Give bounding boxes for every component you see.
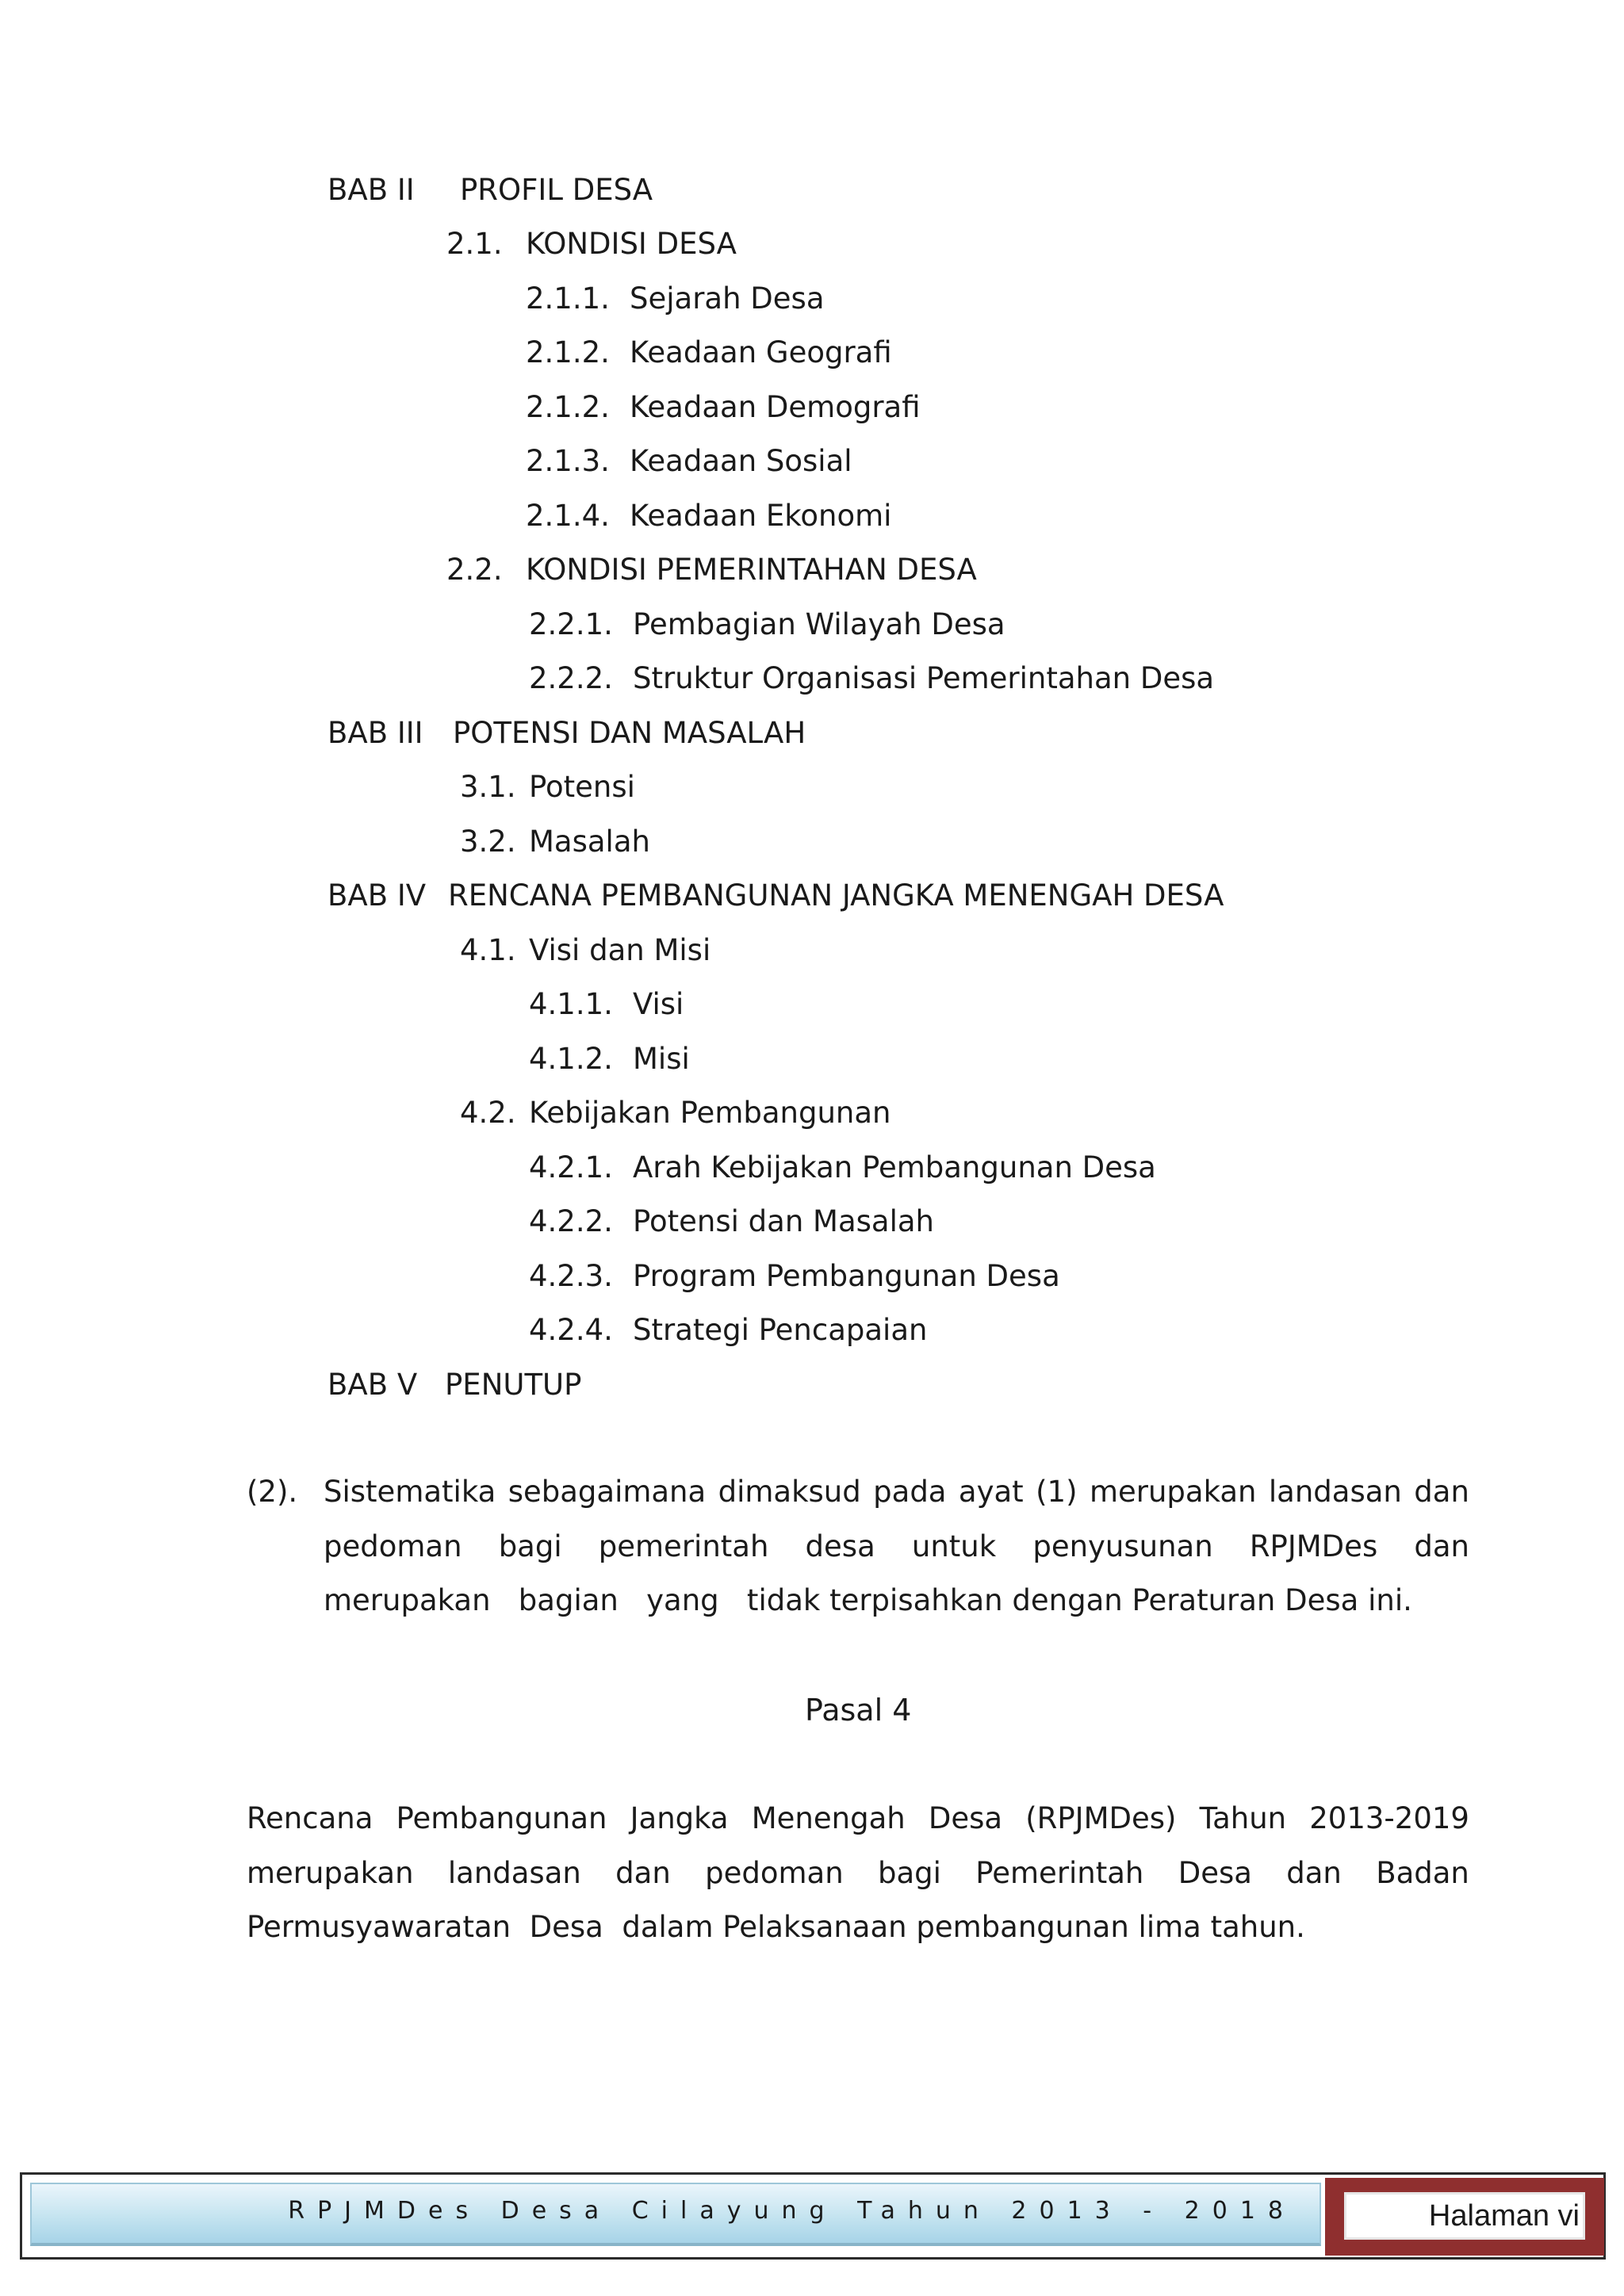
ayat-2-word: penyusunan bbox=[1032, 1529, 1213, 1563]
toc-entry-title: Struktur Organisasi Pemerintahan Desa bbox=[633, 661, 1215, 695]
pasal-4-word: Menengah bbox=[751, 1801, 906, 1835]
toc-bab-4-title: RENCANA PEMBANGUNAN JANGKA MENENGAH DESA bbox=[448, 878, 1224, 913]
ayat-2-word: pemerintah bbox=[598, 1529, 769, 1563]
pasal-4-word: Pembangunan bbox=[396, 1801, 607, 1835]
ayat-2-word: landasan bbox=[1268, 1475, 1402, 1509]
toc-entry-number: 4.2.1. bbox=[529, 1150, 613, 1184]
toc-entry-title: Keadaan Demografi bbox=[630, 390, 921, 424]
toc-entry-number: 4.1.1. bbox=[529, 987, 613, 1021]
toc-entry-title: Keadaan Geografi bbox=[630, 335, 892, 369]
pasal-4-line-2 bbox=[247, 1856, 1469, 1890]
toc-entry-title: Pembagian Wilayah Desa bbox=[633, 607, 1005, 641]
toc-entry-number: 2.1. bbox=[446, 227, 503, 261]
pasal-4-line-1 bbox=[247, 1801, 1469, 1835]
pasal-4-word: bagi bbox=[877, 1856, 941, 1890]
pasal-4-word: Tahun bbox=[1199, 1801, 1287, 1835]
pasal-4-word: Desa bbox=[928, 1801, 1003, 1835]
pasal-4-word: Jangka bbox=[630, 1801, 729, 1835]
pasal-4-word: Desa bbox=[1178, 1856, 1252, 1890]
ayat-2-word: dan bbox=[1414, 1475, 1469, 1509]
toc-bab-2-title: PROFIL DESA bbox=[460, 173, 653, 207]
ayat-2-word: bagi bbox=[498, 1529, 562, 1563]
toc-entry-number: 4.2.2. bbox=[529, 1204, 613, 1238]
pasal-4-word: 2013-2019 bbox=[1309, 1801, 1469, 1835]
toc-entry-title: Keadaan Ekonomi bbox=[630, 499, 892, 533]
toc-entry-number: 2.2. bbox=[446, 553, 503, 587]
ayat-2-word: pada bbox=[873, 1475, 947, 1509]
ayat-2-word: dan bbox=[1414, 1529, 1469, 1563]
toc-bab-4-label: BAB IV bbox=[327, 878, 427, 913]
toc-entry-number: 3.1. bbox=[460, 770, 516, 804]
pasal-4-line-3: Permusyawaratan Desa dalam Pelaksanaan pembangunan lima tahun. bbox=[247, 1910, 1305, 1944]
toc-entry-title: KONDISI PEMERINTAHAN DESA bbox=[526, 553, 977, 587]
pasal-4-heading: Pasal 4 bbox=[805, 1693, 912, 1728]
ayat-2-line-2 bbox=[324, 1529, 1469, 1563]
toc-entry-title: Program Pembangunan Desa bbox=[633, 1259, 1060, 1293]
ayat-2-word: (1) bbox=[1036, 1475, 1078, 1509]
pasal-4-word: Pemerintah bbox=[975, 1856, 1144, 1890]
ayat-2-word: desa bbox=[805, 1529, 875, 1563]
pasal-4-word: dan bbox=[615, 1856, 671, 1890]
pasal-4-word: (RPJMDes) bbox=[1025, 1801, 1177, 1835]
toc-bab-5-title: PENUTUP bbox=[445, 1368, 582, 1402]
footer-document-title: RPJMDes Desa Cilayung Tahun 2013 - 2018 bbox=[288, 2197, 1296, 2225]
toc-bab-3-title: POTENSI DAN MASALAH bbox=[453, 716, 806, 750]
toc-entry-number: 4.1. bbox=[460, 933, 516, 967]
toc-entry-title: Strategi Pencapaian bbox=[633, 1313, 928, 1347]
toc-entry-number: 2.1.4. bbox=[526, 499, 610, 533]
pasal-4-word: dan bbox=[1286, 1856, 1342, 1890]
ayat-2-word: pedoman bbox=[324, 1529, 462, 1563]
footer-title-band bbox=[30, 2183, 1321, 2246]
toc-entry-title: Sejarah Desa bbox=[630, 281, 825, 316]
toc-entry-title: KONDISI DESA bbox=[526, 227, 737, 261]
ayat-2-word: RPJMDes bbox=[1249, 1529, 1378, 1563]
toc-entry-number: 2.2.2. bbox=[529, 661, 613, 695]
page-number-inner bbox=[1344, 2192, 1585, 2240]
pasal-4-word: Rencana bbox=[247, 1801, 373, 1835]
toc-bab-5-label: BAB V bbox=[327, 1368, 418, 1402]
toc-entry-number: 4.2.3. bbox=[529, 1259, 613, 1293]
toc-entry-number: 4.2. bbox=[460, 1096, 516, 1130]
ayat-marker: (2). bbox=[247, 1475, 298, 1509]
toc-entry-number: 4.1.2. bbox=[529, 1042, 613, 1076]
ayat-2-word: sebagaimana bbox=[508, 1475, 707, 1509]
pasal-4-word: pedoman bbox=[705, 1856, 844, 1890]
toc-entry-title: Potensi bbox=[529, 770, 635, 804]
toc-entry-title: Visi bbox=[633, 987, 684, 1021]
ayat-2-word: merupakan bbox=[1089, 1475, 1257, 1509]
page-number-box bbox=[1325, 2178, 1604, 2256]
toc-entry-title: Kebijakan Pembangunan bbox=[529, 1096, 891, 1130]
toc-entry-title: Visi dan Misi bbox=[529, 933, 711, 967]
toc-entry-title: Misi bbox=[633, 1042, 690, 1076]
toc-entry-title: Potensi dan Masalah bbox=[633, 1204, 934, 1238]
pasal-4-word: Badan bbox=[1376, 1856, 1469, 1890]
toc-entry-number: 2.2.1. bbox=[529, 607, 613, 641]
ayat-2-word: Sistematika bbox=[324, 1475, 496, 1509]
toc-entry-number: 2.1.3. bbox=[526, 444, 610, 478]
toc-entry-title: Arah Kebijakan Pembangunan Desa bbox=[633, 1150, 1156, 1184]
toc-entry-number: 2.1.2. bbox=[526, 390, 610, 424]
toc-entry-number: 4.2.4. bbox=[529, 1313, 613, 1347]
toc-entry-number: 2.1.2. bbox=[526, 335, 610, 369]
page-number-label: Halaman vi bbox=[1428, 2199, 1580, 2233]
toc-entry-number: 3.2. bbox=[460, 825, 516, 859]
page-footer bbox=[20, 2172, 1606, 2260]
ayat-2-word: ayat bbox=[958, 1475, 1024, 1509]
toc-entry-title: Keadaan Sosial bbox=[630, 444, 852, 478]
ayat-2-word: dimaksud bbox=[718, 1475, 861, 1509]
ayat-2-word: untuk bbox=[911, 1529, 997, 1563]
toc-entry-number: 2.1.1. bbox=[526, 281, 610, 316]
pasal-4-word: merupakan bbox=[247, 1856, 414, 1890]
toc-bab-3-label: BAB III bbox=[327, 716, 423, 750]
toc-bab-2-label: BAB II bbox=[327, 173, 415, 207]
pasal-4-word: landasan bbox=[447, 1856, 581, 1890]
ayat-2-line-3: merupakan bagian yang tidak terpisahkan dengan Peraturan Desa ini. bbox=[324, 1583, 1412, 1617]
ayat-2-line-1 bbox=[324, 1475, 1469, 1509]
toc-entry-title: Masalah bbox=[529, 825, 650, 859]
